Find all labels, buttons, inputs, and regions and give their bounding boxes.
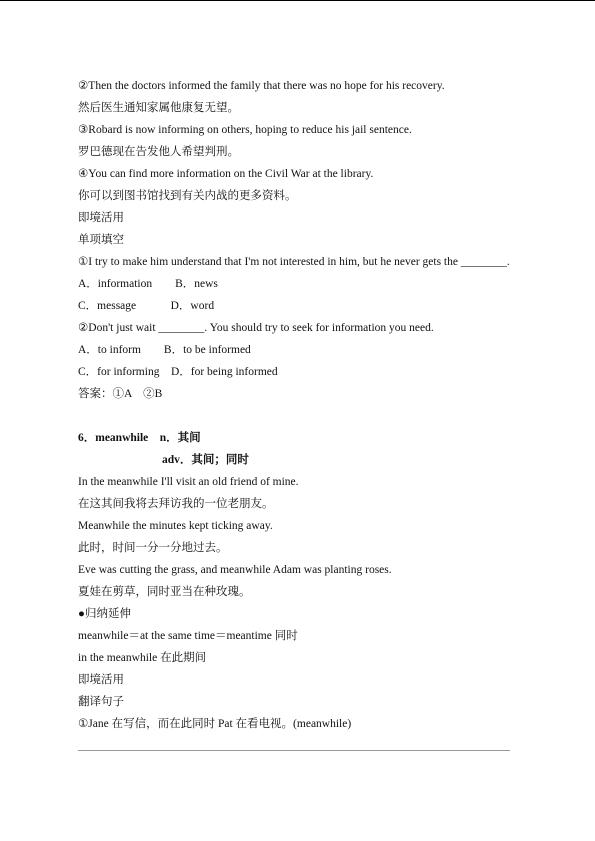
question-2-options-ab: A．to inform B．to be informed [78, 344, 251, 356]
section-label-practice-2: 即境活用 [78, 674, 124, 686]
question-1: ①I try to make him understand that I'm not interested in him, but he never gets the ________. [78, 256, 510, 268]
section-label-summary: ●归纳延伸 [78, 608, 131, 620]
answer-key: 答案：①A ②B [78, 388, 163, 400]
example-sentence-3-en: ③Robard is now informing on others, hoping to reduce his jail sentence. [78, 124, 412, 136]
example-sentence-2-en: ②Then the doctors informed the family that there was no hope for his recovery. [78, 80, 445, 92]
meanwhile-example-2-zh: 此时，时间一分一分地过去。 [78, 542, 228, 554]
translate-question-1: ①Jane 在写信，而在此同时 Pat 在看电视。(meanwhile) [78, 718, 352, 730]
example-sentence-4-en: ④You can find more information on the Civil War at the library. [78, 168, 374, 180]
example-sentence-4-zh: 你可以到图书馆找到有关内战的更多资料。 [78, 190, 297, 202]
summary-phrase: in the meanwhile 在此期间 [78, 652, 207, 664]
vocab-adv-definition: adv．其间；同时 [162, 454, 249, 466]
meanwhile-example-2-en: Meanwhile the minutes kept ticking away. [78, 520, 273, 532]
question-2: ②Don't just wait ________. You should try to seek for information you need. [78, 322, 434, 334]
question-2-options-cd: C．for informing D．for being informed [78, 366, 278, 378]
vocab-heading-meanwhile: 6．meanwhile n．其间 [78, 432, 201, 444]
section-label-practice: 即境活用 [78, 212, 124, 224]
question-1-options-ab: A．information B．news [78, 278, 218, 290]
footer-rule [78, 750, 510, 751]
meanwhile-example-1-zh: 在这其间我将去拜访我的一位老朋友。 [78, 498, 274, 510]
meanwhile-example-3-en: Eve was cutting the grass, and meanwhile Adam was planting roses. [78, 564, 392, 576]
section-label-single-choice: 单项填空 [78, 234, 124, 246]
example-sentence-3-zh: 罗巴德现在告发他人希望判刑。 [78, 146, 239, 158]
example-sentence-2-zh: 然后医生通知家属他康复无望。 [78, 102, 239, 114]
top-rule [0, 0, 595, 1]
meanwhile-example-3-zh: 夏娃在剪草，同时亚当在种玫瑰。 [78, 586, 251, 598]
section-label-translate: 翻译句子 [78, 696, 124, 708]
meanwhile-example-1-en: In the meanwhile I'll visit an old friend of mine. [78, 476, 299, 488]
summary-synonyms: meanwhile＝at the same time＝meantime 同时 [78, 630, 298, 642]
question-1-options-cd: C．message D．word [78, 300, 215, 312]
